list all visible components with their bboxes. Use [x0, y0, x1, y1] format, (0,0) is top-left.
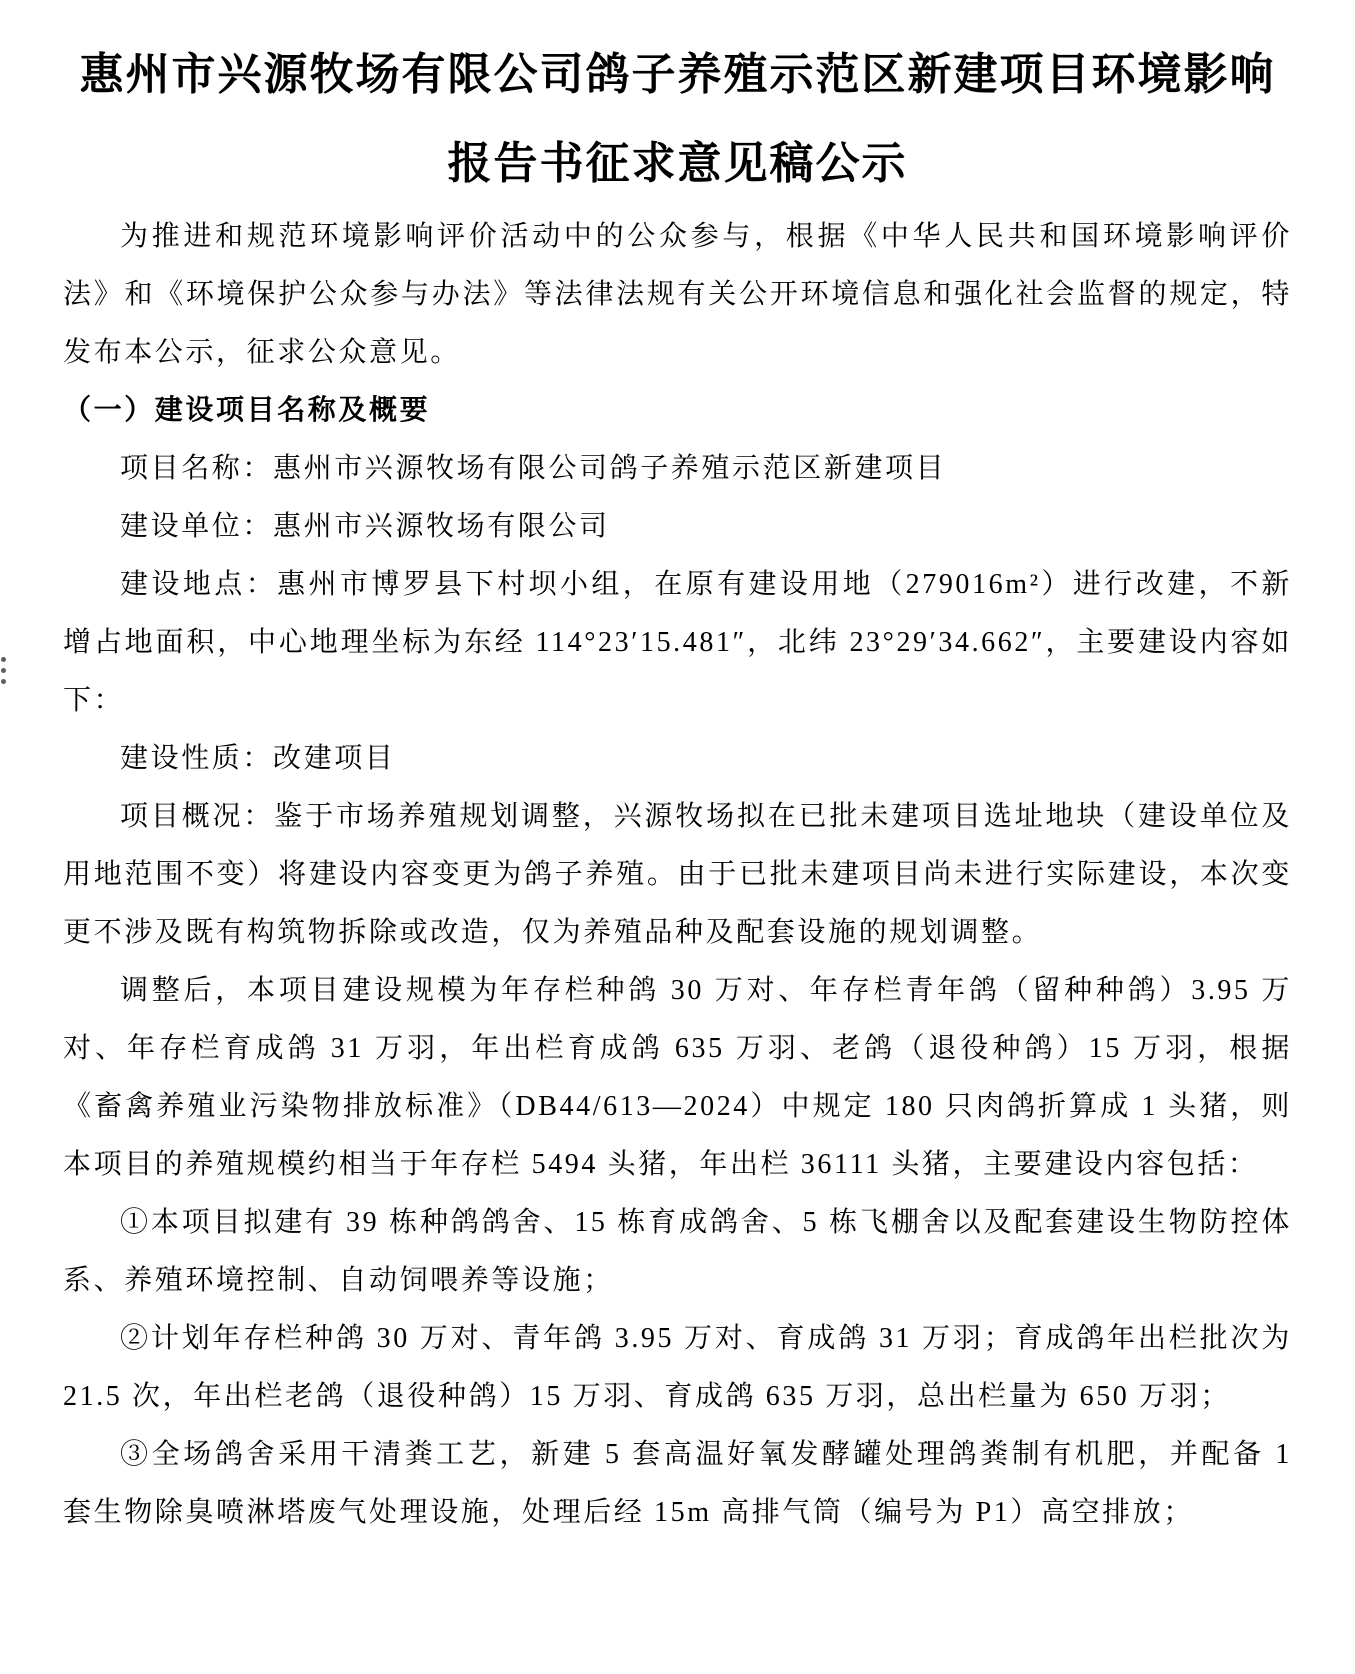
paragraph-construction-unit: 建设单位：惠州市兴源牧场有限公司 [120, 511, 610, 542]
marker-dot [1, 668, 6, 673]
paragraph-project-name: 项目名称：惠州市兴源牧场有限公司鸽子养殖示范区新建项目 [120, 453, 947, 484]
marker-dot [1, 657, 6, 662]
left-margin-marker [1, 657, 6, 684]
paragraph-adjusted-scale: 调整后，本项目建设规模为年存栏种鸽 30 万对、年存栏青年鸽（留种种鸽）3.95 万对、年存栏育成鸽 31 万羽，年出栏育成鸽 635 万羽、老鸽（退役种鸽）15 万羽，根据《畜禽养殖业污染物排放标准》（DB44/613—2024）中规定 180 只肉鸽折算成 1 头猪，则本项目的养殖规模约相当于年存栏 5494 头猪，年出栏 36111 头猪，主要建设内容包括： [63, 975, 1292, 1180]
section-heading-project-name-overview: （一）建设项目名称及概要 [63, 395, 431, 426]
document-title-line-2: 报告书征求意见稿公示 [447, 139, 908, 188]
paragraph-item-3-waste-treatment: ③全场鸽舍采用干清粪工艺，新建 5 套高温好氧发酵罐处理鸽粪制有机肥，并配备 1 套生物除臭喷淋塔废气处理设施，处理后经 15m 高排气筒（编号为 P1）高空排放； [63, 1439, 1292, 1528]
document-title-line-1: 惠州市兴源牧场有限公司鸽子养殖示范区新建项目环境影响 [79, 50, 1276, 99]
document-title [63, 30, 1292, 208]
paragraph-intro: 为推进和规范环境影响评价活动中的公众参与，根据《中华人民共和国环境影响评价法》和《环境保护公众参与办法》等法律法规有关公开环境信息和强化社会监督的规定，特发布本公示，征求公众意见。 [63, 221, 1292, 368]
paragraph-construction-nature: 建设性质：改建项目 [120, 743, 396, 774]
paragraph-item-2-stock-plan: ②计划年存栏种鸽 30 万对、青年鸽 3.95 万对、育成鸽 31 万羽；育成鸽年出栏批次为 21.5 次，年出栏老鸽（退役种鸽）15 万羽、育成鸽 635 万羽，总出栏量为 650 万羽； [63, 1323, 1292, 1412]
paragraph-project-overview: 项目概况：鉴于市场养殖规划调整，兴源牧场拟在已批未建项目选址地块（建设单位及用地范围不变）将建设内容变更为鸽子养殖。由于已批未建项目尚未进行实际建设，本次变更不涉及既有构筑物拆除或改造，仅为养殖品种及配套设施的规划调整。 [63, 801, 1292, 948]
marker-dot [1, 679, 6, 684]
paragraph-item-1-buildings: ①本项目拟建有 39 栋种鸽鸽舍、15 栋育成鸽舍、5 栋飞棚舍以及配套建设生物防控体系、养殖环境控制、自动饲喂养等设施； [63, 1207, 1292, 1296]
paragraph-construction-site: 建设地点：惠州市博罗县下村坝小组，在原有建设用地（279016m²）进行改建，不新增占地面积，中心地理坐标为东经 114°23′15.481″，北纬 23°29′34.662″，主要建设内容如下： [63, 569, 1292, 716]
